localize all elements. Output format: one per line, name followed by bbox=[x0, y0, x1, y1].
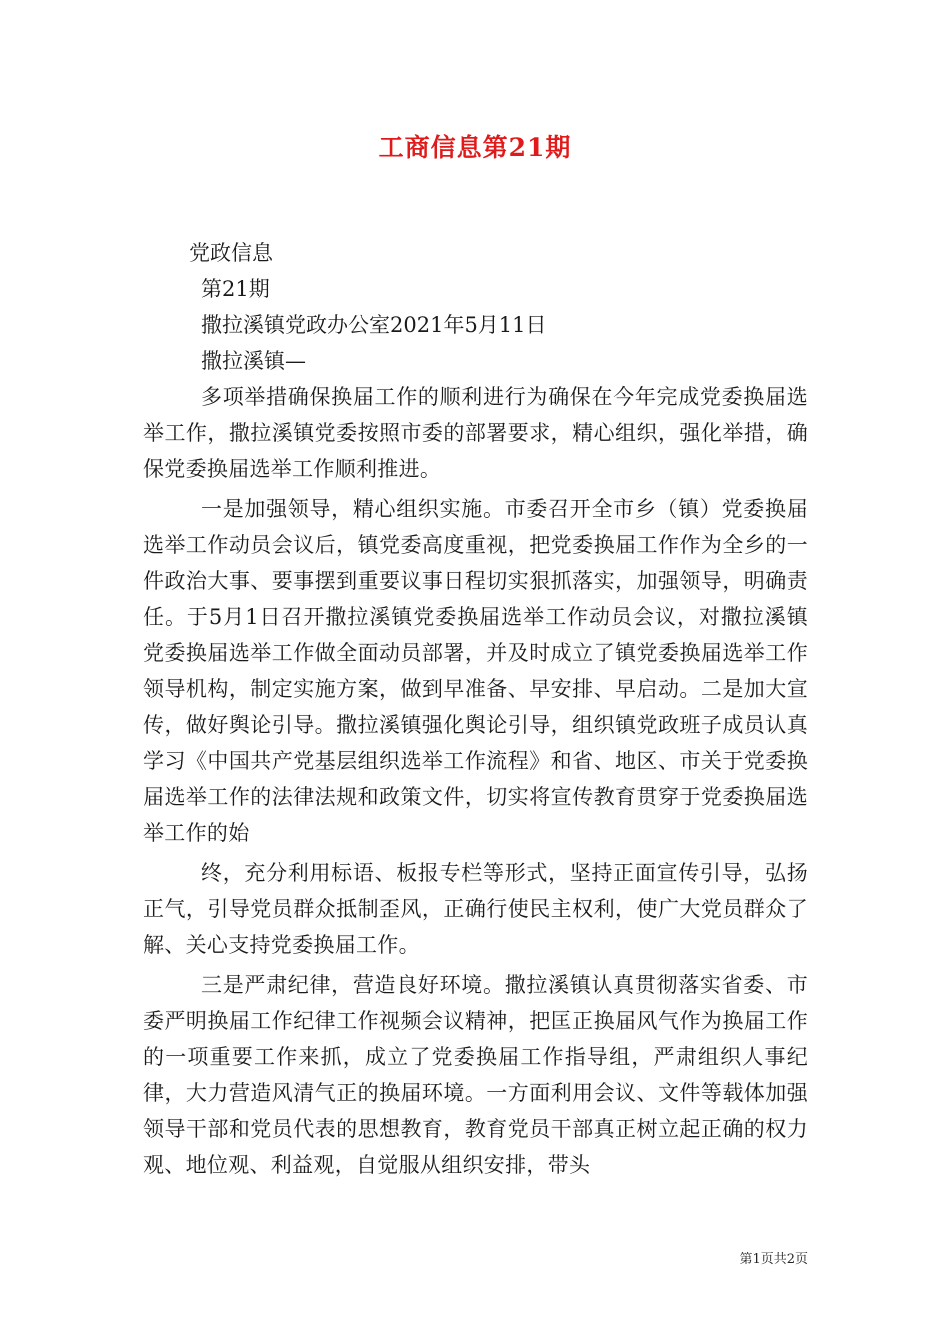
meta-line-category: 党政信息 bbox=[189, 241, 273, 265]
document-title: 工商信息第21期 bbox=[378, 133, 572, 162]
paragraph-intro: 多项举措确保换届工作的顺利进行为确保在今年完成党委换届选举工作，撒拉溪镇党委按照市委的部署要求，精心组织，强化举措，确保党委换届选举工作顺利推进。 bbox=[143, 385, 808, 481]
paragraph-discipline: 三是严肃纪律，营造良好环境。撒拉溪镇认真贯彻落实省委、市委严明换届工作纪律工作视频会议精神，把匡正换届风气作为换届工作的一项重要工作来抓，成立了党委换届工作指导组，严肃组织人事纪律，大力营造风清气正的换届环境。一方面利用会议、文件等载体加强领导干部和党员代表的思想教育，教育党员干部真正树立起正确的权力观、地位观、利益观，自觉服从组织安排，带头 bbox=[143, 973, 808, 1177]
document-body bbox=[143, 235, 808, 1183]
meta-line-office-date: 撒拉溪镇党政办公室2021年5月11日 bbox=[201, 313, 547, 337]
paragraph-leadership: 一是加强领导，精心组织实施。市委召开全市乡（镇）党委换届选举工作动员会议后，镇党委高度重视，把党委换届工作作为全乡的一件政治大事、要事摆到重要议事日程切实狠抓落实，加强领导，明确责任。于5月1日召开撒拉溪镇党委换届选举工作动员会议，对撒拉溪镇党委换届选举工作做全面动员部署，并及时成立了镇党委换届选举工作领导机构，制定实施方案，做到早准备、早安排、早启动。二是加大宣传，做好舆论引导。撒拉溪镇强化舆论引导，组织镇党政班子成员认真学习《中国共产党基层组织选举工作流程》和省、地区、市关于党委换届选举工作的法律法规和政策文件，切实将宣传教育贯穿于党委换届选举工作的始 bbox=[143, 497, 808, 845]
page-number: 第1页共2页 bbox=[739, 1252, 808, 1267]
meta-line-issue: 第21期 bbox=[201, 277, 270, 301]
meta-line-town: 撒拉溪镇— bbox=[201, 349, 306, 373]
paragraph-publicity: 终，充分利用标语、板报专栏等形式，坚持正面宣传引导，弘扬正气，引导党员群众抵制歪风，正确行使民主权利，使广大党员群众了解、关心支持党委换届工作。 bbox=[143, 861, 808, 957]
